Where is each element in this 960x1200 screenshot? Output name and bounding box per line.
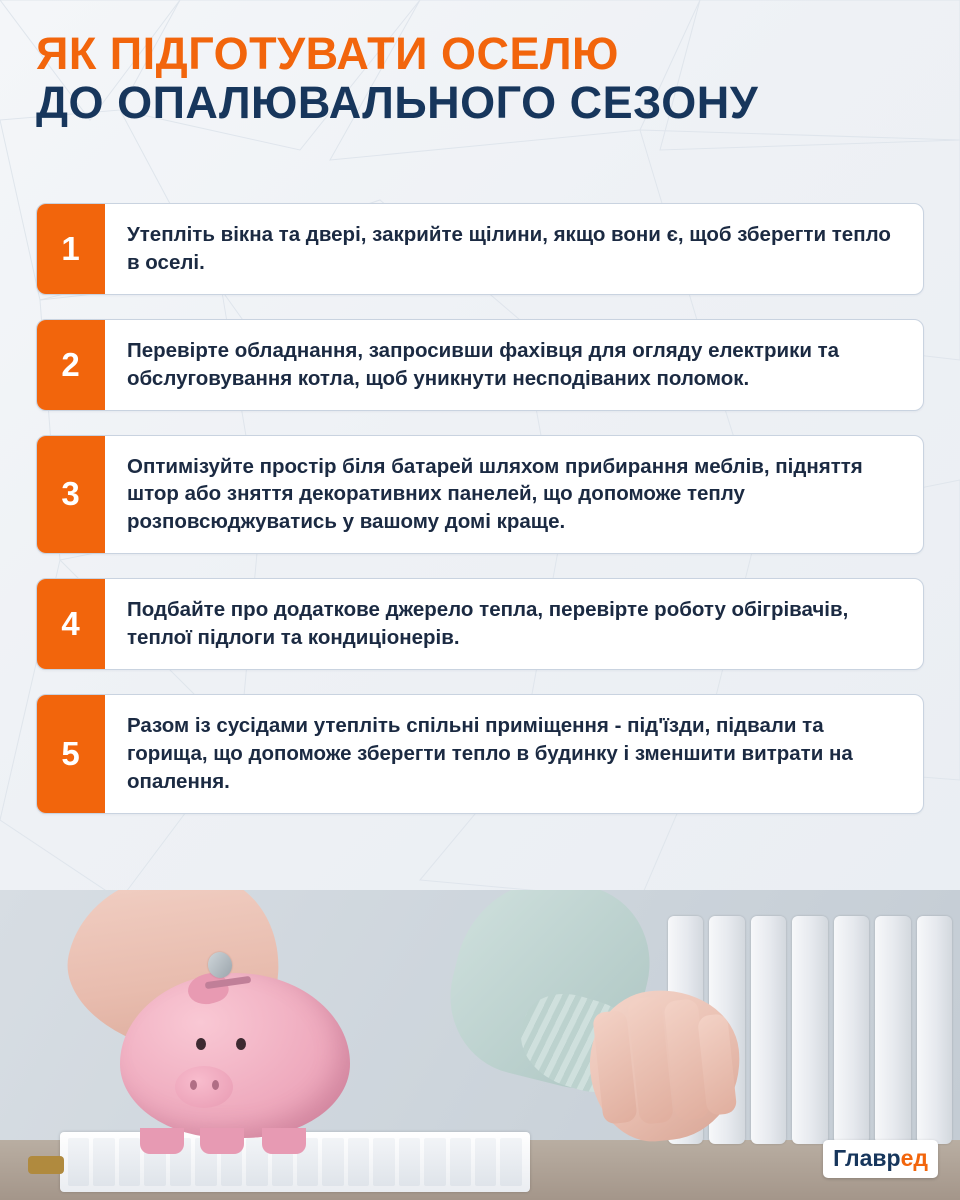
step-text: Перевірте обладнання, запросивши фахівця для огляду електрики та обслуговування котла, щоб уникнути несподіваних поломок. [127, 338, 840, 390]
piggy-leg [262, 1128, 306, 1154]
list-item [36, 694, 924, 814]
radiator-fin [399, 1138, 420, 1186]
illustration-photo [0, 890, 960, 1200]
radiator-fin [68, 1138, 89, 1186]
radiator-fin [792, 916, 827, 1144]
brand-logo[interactable] [823, 1140, 938, 1178]
title-line-1: ЯК ПІДГОТУВАТИ ОСЕЛЮ [36, 28, 619, 79]
step-number-badge: 4 [36, 578, 105, 670]
step-text: Разом із сусідами утепліть спільні приміщення - під'їзди, підвали та горища, що допоможе зберегти тепло в будинку і зменшити витрати на опалення. [127, 713, 853, 793]
logo-part-primary: Главр [833, 1145, 901, 1171]
step-number-badge: 1 [36, 203, 105, 295]
radiator-fin [93, 1138, 114, 1186]
radiator-valve [28, 1156, 64, 1174]
radiator-fin [373, 1138, 394, 1186]
radiator-fin [450, 1138, 471, 1186]
step-number-badge: 3 [36, 435, 105, 555]
step-text: Подбайте про додаткове джерело тепла, перевірте роботу обігрівачів, теплої підлоги та кондиціонерів. [127, 598, 849, 649]
radiator-fin [119, 1138, 140, 1186]
list-item [36, 203, 924, 295]
piggy-nostril [212, 1080, 219, 1090]
step-number-badge: 2 [36, 319, 105, 411]
step-text: Утепліть вікна та двері, закрийте щілини, якщо вони є, щоб зберегти тепло в оселі. [127, 223, 891, 274]
list-item [36, 578, 924, 670]
radiator-fin [322, 1138, 343, 1186]
piggy-leg [140, 1128, 184, 1154]
piggy-snout [175, 1066, 233, 1108]
title-line-2: ДО ОПАЛЮВАЛЬНОГО СЕЗОНУ [36, 76, 759, 128]
radiator-fin [500, 1138, 521, 1186]
radiator-fin [834, 916, 869, 1144]
list-item [36, 435, 924, 555]
piggy-eye [236, 1038, 246, 1050]
piggy-nostril [190, 1080, 197, 1090]
step-text: Оптимізуйте простір біля батарей шляхом прибирання меблів, підняття штор або зняття декоративних панелей, що допоможе теплу розповсюджуватись у вашому домі краще. [127, 454, 863, 534]
steps-list [36, 203, 924, 838]
radiator-fin [875, 916, 910, 1144]
piggy-leg [200, 1128, 244, 1154]
page-title [36, 30, 926, 127]
step-number-badge: 5 [36, 694, 105, 814]
radiator-fin [475, 1138, 496, 1186]
radiator-fin [424, 1138, 445, 1186]
logo-part-accent: ед [900, 1145, 928, 1171]
piggy-eye [196, 1038, 206, 1050]
radiator-fin [348, 1138, 369, 1186]
radiator-fin [751, 916, 786, 1144]
list-item [36, 319, 924, 411]
radiator-fin [917, 916, 952, 1144]
